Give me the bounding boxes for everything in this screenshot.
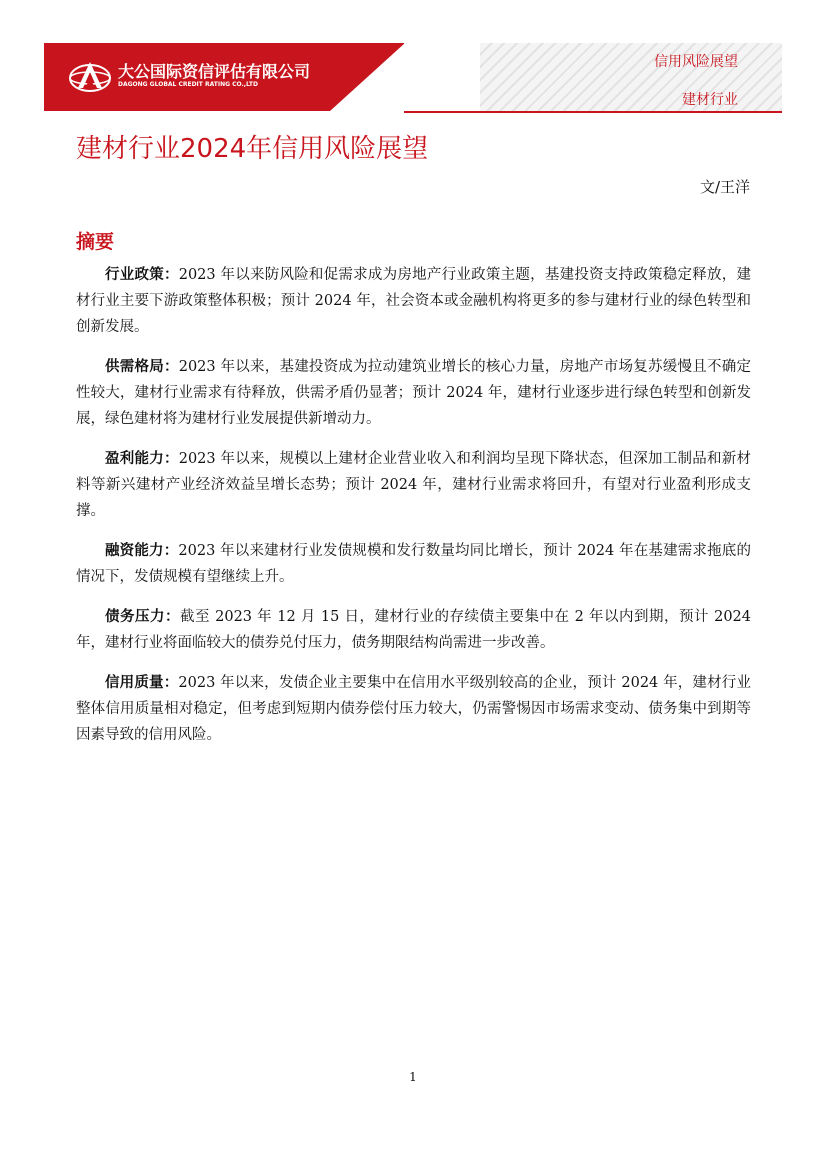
paragraph-text: 2023 年以来，发债企业主要集中在信用水平级别较高的企业，预计 2024 年，建材行业整体信用质量相对稳定，但考虑到短期内债券偿付压力较大，仍需警惕因市场需求变动、债务集中到期等因素导致的信用风险。 (76, 675, 751, 743)
paragraph-text: 2023 年以来，规模以上建材企业营业收入和利润均呈现下降状态，但深加工制品和新材料等新兴建材产业经济效益呈增长态势；预计 2024 年，建材行业需求将回升，有望对行业盈利形成支撑。 (76, 451, 751, 519)
company-name-en: DAGONG GLOBAL CREDIT RATING CO.,LTD (118, 81, 258, 88)
abstract-heading: 摘要 (76, 231, 115, 253)
dagong-logo-icon (68, 58, 112, 94)
paragraph-text: 截至 2023 年 12 月 15 日，建材行业的存续债主要集中在 2 年以内到期，预计 2024 年，建材行业将面临较大的债券兑付压力，债务期限结构尚需进一步改善。 (76, 609, 751, 651)
paragraph-text: 2023 年以来建材行业发债规模和发行数量均同比增长，预计 2024 年在基建需求拖底的情况下，发债规模有望继续上升。 (76, 543, 751, 585)
paragraph-label: 债务压力： (105, 609, 181, 625)
report-title: 建材行业2024年信用风险展望 (76, 134, 429, 164)
report-type-label: 信用风险展望 (654, 54, 738, 70)
industry-tag-label: 建材行业 (682, 92, 738, 108)
abstract-paragraph-debt-pressure (76, 604, 751, 656)
company-name-cn: 大公国际资信评估有限公司 (118, 62, 311, 81)
abstract-paragraph-supply-demand (76, 354, 751, 432)
paragraph-label: 行业政策： (105, 267, 179, 283)
paragraph-label: 信用质量： (105, 675, 179, 691)
abstract-paragraph-policy (76, 262, 751, 340)
page-number: 1 (409, 1070, 417, 1084)
abstract-body (76, 262, 751, 762)
author-line: 文/王洋 (699, 178, 750, 196)
abstract-paragraph-profitability (76, 446, 751, 524)
abstract-paragraph-financing (76, 538, 751, 590)
paragraph-label: 供需格局： (105, 359, 179, 375)
page-header (0, 0, 826, 116)
paragraph-label: 融资能力： (105, 543, 179, 559)
paragraph-text: 2023 年以来防风险和促需求成为房地产行业政策主题，基建投资支持政策稳定释放，建材行业主要下游政策整体积极；预计 2024 年，社会资本或金融机构将更多的参与建材行业的绿色转型和创新发展。 (76, 267, 751, 335)
header-underline (404, 111, 782, 113)
paragraph-label: 盈利能力： (105, 451, 179, 467)
paragraph-text: 2023 年以来，基建投资成为拉动建筑业增长的核心力量，房地产市场复苏缓慢且不确定性较大，建材行业需求有待释放，供需矛盾仍显著；预计 2024 年，建材行业逐步进行绿色转型和创新发展，绿色建材将为建材行业发展提供新增动力。 (76, 359, 751, 427)
abstract-paragraph-credit-quality (76, 670, 751, 748)
